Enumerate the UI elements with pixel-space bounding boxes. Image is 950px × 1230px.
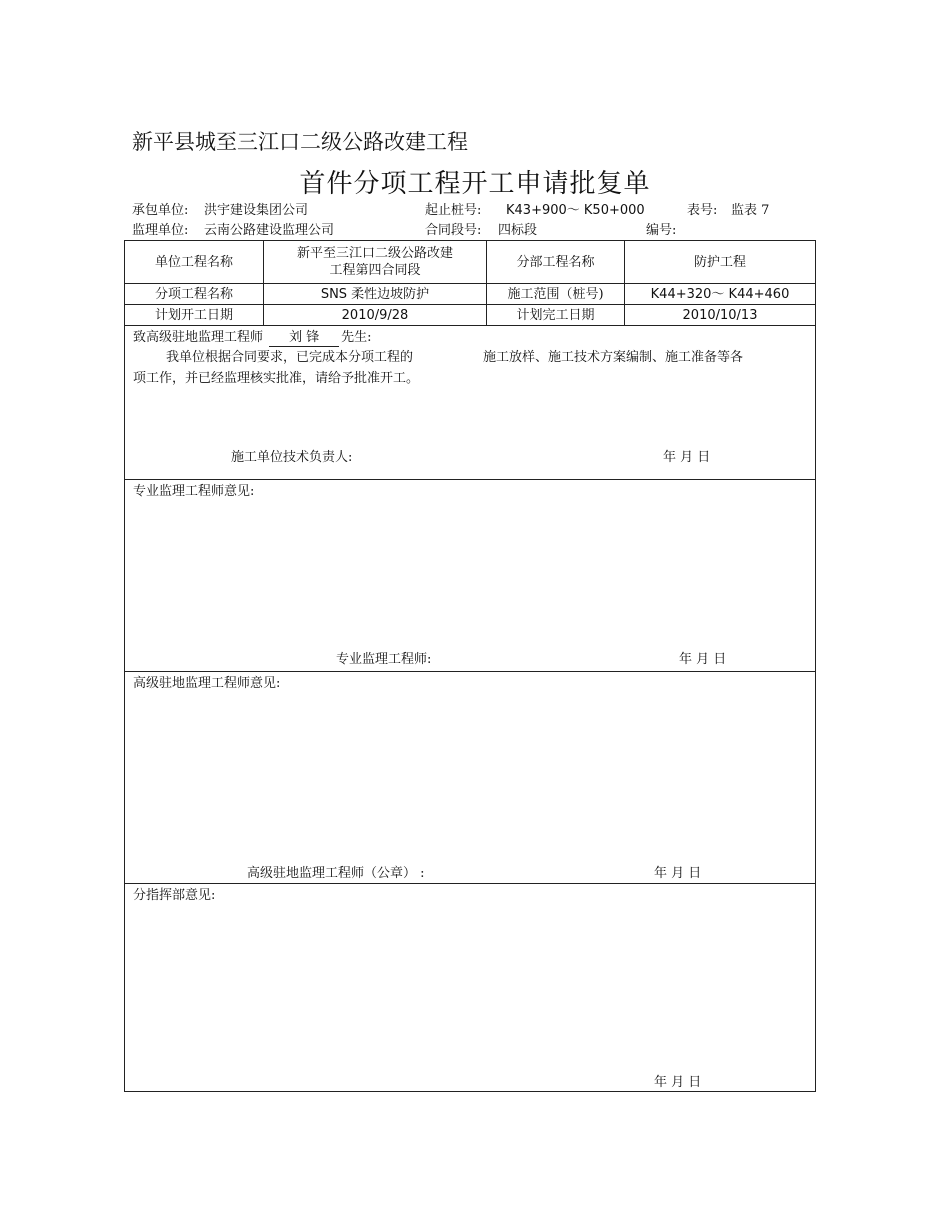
specialist-opinion-label: 专业监理工程师意见: <box>133 484 255 499</box>
request-body-line2: 项工作，并已经监理核实批准，请给予批准开工。 <box>133 371 420 386</box>
end-date-label: 计划完工日期 <box>487 305 625 326</box>
unit-name-label: 单位工程名称 <box>125 241 264 284</box>
sub-name-value: 防护工程 <box>625 241 816 284</box>
form-no-label: 表号: <box>687 203 718 218</box>
item-name-label: 分项工程名称 <box>125 284 264 305</box>
addressee-suffix: 先生: <box>341 330 372 345</box>
contractor-value: 洪宇建设集团公司 <box>204 203 309 218</box>
sub-name-label: 分部工程名称 <box>487 241 625 284</box>
senior-opinion-label: 高级驻地监理工程师意见: <box>133 676 281 691</box>
request-body-part1: 我单位根据合同要求，已完成本分项工程的 <box>166 350 414 365</box>
unit-name-line2: 工程第四合同段 <box>329 263 421 278</box>
hq-opinion-label: 分指挥部意见: <box>133 888 216 903</box>
item-row <box>125 284 816 305</box>
stake-value: K43+900～ K50+000 <box>506 203 645 218</box>
senior-section <box>125 672 816 884</box>
specialist-date: 年 月 日 <box>679 652 727 667</box>
form-no-value: 监表 7 <box>731 203 770 218</box>
range-label: 施工范围（桩号) <box>487 284 625 305</box>
senior-date: 年 月 日 <box>654 866 702 881</box>
request-body-part2: 施工放样、施工技术方案编制、施工准备等各 <box>483 350 744 365</box>
stake-label: 起止桩号: <box>425 203 482 218</box>
unit-row <box>125 241 816 284</box>
project-name: 新平县城至三江口二级公路改建工程 <box>132 130 468 154</box>
senior-signer-label: 高级驻地监理工程师（公章） : <box>247 866 425 881</box>
supervisor-value: 云南公路建设监理公司 <box>204 223 335 238</box>
end-date-value: 2010/10/13 <box>625 305 816 326</box>
start-date-value: 2010/9/28 <box>264 305 487 326</box>
engineer-name: 刘 锋 <box>269 329 339 347</box>
request-section <box>125 326 816 480</box>
specialist-section <box>125 480 816 672</box>
date-row <box>125 305 816 326</box>
specialist-signer-label: 专业监理工程师: <box>336 652 432 667</box>
section-label: 合同段号: <box>425 223 482 238</box>
range-value: K44+320～ K44+460 <box>625 284 816 305</box>
start-date-label: 计划开工日期 <box>125 305 264 326</box>
addressee-prefix: 致高级驻地监理工程师 <box>133 330 264 345</box>
hq-date: 年 月 日 <box>654 1075 702 1090</box>
contractor-label: 承包单位: <box>132 203 189 218</box>
section-value: 四标段 <box>498 223 538 238</box>
item-name-value: SNS 柔性边坡防护 <box>264 284 487 305</box>
supervisor-label: 监理单位: <box>132 223 189 238</box>
request-signer-label: 施工单位技术负责人: <box>231 450 353 465</box>
hq-section <box>125 884 816 1092</box>
application-form-table <box>124 240 816 1092</box>
request-addressee <box>133 329 372 347</box>
serial-label: 编号: <box>646 223 677 238</box>
unit-name-line1: 新平至三江口二级公路改建 <box>296 246 453 261</box>
form-title: 首件分项工程开工申请批复单 <box>299 169 651 199</box>
unit-name-value <box>264 241 487 284</box>
request-date: 年 月 日 <box>663 450 711 465</box>
